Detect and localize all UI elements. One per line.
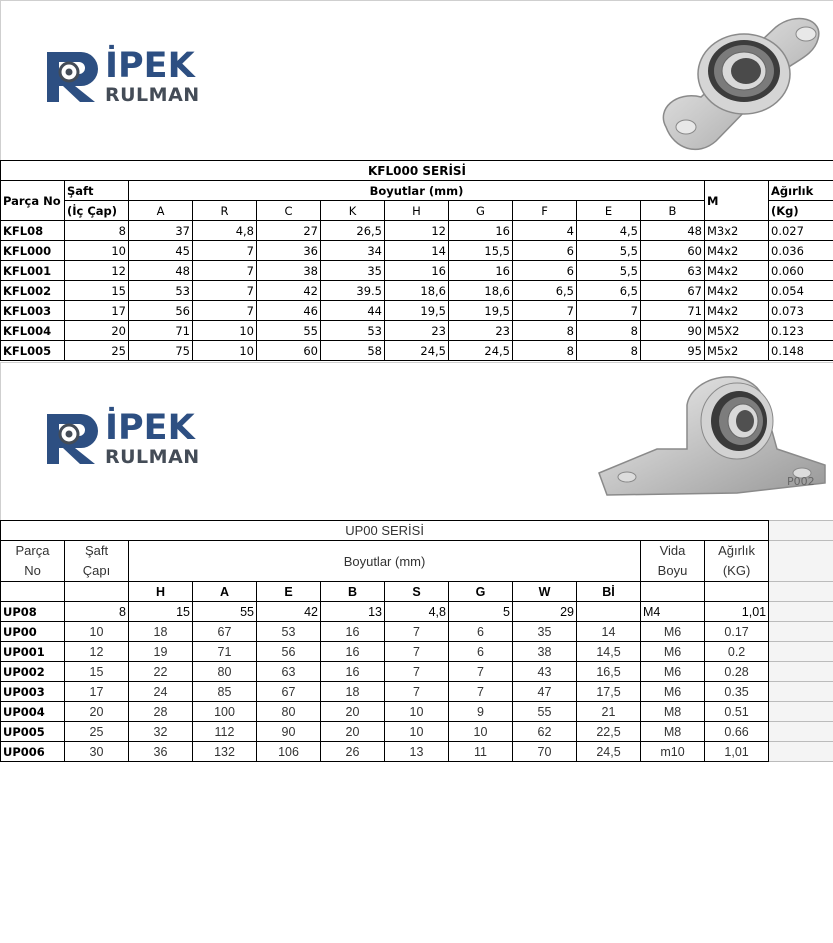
up-dim-value: 67 bbox=[193, 622, 257, 642]
table-row bbox=[1, 321, 833, 341]
up-blank-cell bbox=[769, 582, 833, 602]
kfl-dim-value: 19,5 bbox=[385, 301, 449, 321]
up-dim-value: 35 bbox=[513, 622, 577, 642]
up-dim-value: 38 bbox=[513, 642, 577, 662]
up-dim-col-header: Bİ bbox=[577, 582, 641, 602]
flange-bearing-photo bbox=[656, 9, 826, 154]
kfl-dim-value: 71 bbox=[641, 301, 705, 321]
up-screw-value: M6 bbox=[641, 642, 705, 662]
up-shaft-value: 17 bbox=[65, 682, 129, 702]
up-blank-cell bbox=[769, 622, 833, 642]
table-row bbox=[1, 722, 833, 742]
kfl-weight-value: 0.054 bbox=[769, 281, 833, 301]
up-dim-value: 16 bbox=[321, 662, 385, 682]
up-weight-value: 0.35 bbox=[705, 682, 769, 702]
up-dim-value: 20 bbox=[321, 702, 385, 722]
up-dim-value: 7 bbox=[449, 682, 513, 702]
kfl-dim-value: 48 bbox=[129, 261, 193, 281]
kfl-dim-value: 15,5 bbox=[449, 241, 513, 261]
up-dim-value: 112 bbox=[193, 722, 257, 742]
kfl-dim-value: 5,5 bbox=[577, 261, 641, 281]
up-dim-value: 70 bbox=[513, 742, 577, 762]
kfl-dim-value: 8 bbox=[577, 341, 641, 361]
ipek-rulman-logo bbox=[45, 46, 200, 106]
kfl-shaft-value: 17 bbox=[65, 301, 129, 321]
kfl-shaft-value: 8 bbox=[65, 221, 129, 241]
rulman-r-logo-icon bbox=[45, 50, 103, 104]
kfl-dim-value: 7 bbox=[193, 241, 257, 261]
kfl-series-title: KFL000 SERİSİ bbox=[1, 161, 833, 181]
table-row bbox=[1, 682, 833, 702]
up-weight-value: 0.51 bbox=[705, 702, 769, 722]
up-empty-cell bbox=[641, 582, 705, 602]
table-row bbox=[1, 281, 833, 301]
kfl-banner bbox=[0, 0, 833, 160]
up-dim-col-header: B bbox=[321, 582, 385, 602]
kfl-dim-value: 6,5 bbox=[577, 281, 641, 301]
up-screw-value: M8 bbox=[641, 702, 705, 722]
kfl-dim-value: 5,5 bbox=[577, 241, 641, 261]
up-dim-value: 7 bbox=[385, 682, 449, 702]
up-dim-value: 19 bbox=[129, 642, 193, 662]
kfl-dim-value: 19,5 bbox=[449, 301, 513, 321]
kfl-dim-col-header: F bbox=[513, 201, 577, 221]
kfl-part-number: KFL003 bbox=[1, 301, 65, 321]
up-screw-value: m10 bbox=[641, 742, 705, 762]
table-row bbox=[1, 742, 833, 762]
up-weight-header bbox=[705, 541, 769, 582]
up-screw-value: M6 bbox=[641, 682, 705, 702]
up-screw-label-1: Vida bbox=[659, 543, 686, 558]
kfl-dim-col-header: B bbox=[641, 201, 705, 221]
up-dim-value: 32 bbox=[129, 722, 193, 742]
table-row bbox=[1, 261, 833, 281]
up-dim-value: 4,8 bbox=[385, 602, 449, 622]
kfl-dim-value: 24,5 bbox=[449, 341, 513, 361]
kfl-dim-value: 7 bbox=[193, 261, 257, 281]
kfl-dim-value: 45 bbox=[129, 241, 193, 261]
kfl-dim-value: 18,6 bbox=[449, 281, 513, 301]
kfl-dim-value: 8 bbox=[513, 321, 577, 341]
kfl-m-value: M5X2 bbox=[705, 321, 769, 341]
kfl-dim-col-header: A bbox=[129, 201, 193, 221]
table-row bbox=[1, 221, 833, 241]
kfl-weight-value: 0.036 bbox=[769, 241, 833, 261]
up-dim-value: 10 bbox=[385, 702, 449, 722]
table-row bbox=[1, 642, 833, 662]
up-shaft-value: 20 bbox=[65, 702, 129, 722]
up-dim-value: 16 bbox=[321, 642, 385, 662]
kfl-dim-col-header: H bbox=[385, 201, 449, 221]
up-dim-value: 14,5 bbox=[577, 642, 641, 662]
up-part-number: UP08 bbox=[1, 602, 65, 622]
up-dim-value: 20 bbox=[321, 722, 385, 742]
up-blank-cell bbox=[769, 702, 833, 722]
up-part-number: UP00 bbox=[1, 622, 65, 642]
kfl-dim-value: 23 bbox=[385, 321, 449, 341]
up-weight-value: 0.2 bbox=[705, 642, 769, 662]
up-shaft-label-2: Çapı bbox=[82, 563, 111, 578]
up-series-title: UP00 SERİSİ bbox=[1, 521, 769, 541]
up-dim-value: 14 bbox=[577, 622, 641, 642]
rulman-r-logo-icon bbox=[45, 412, 103, 466]
kfl-weight-value: 0.148 bbox=[769, 341, 833, 361]
up-blank-cell bbox=[769, 662, 833, 682]
up-screw-value: M6 bbox=[641, 622, 705, 642]
kfl-dim-value: 10 bbox=[193, 321, 257, 341]
kfl-dim-value: 10 bbox=[193, 341, 257, 361]
kfl-dim-col-header: R bbox=[193, 201, 257, 221]
table-row bbox=[1, 341, 833, 361]
up-dim-value bbox=[577, 602, 641, 622]
up-shaft-header bbox=[65, 541, 129, 582]
up-blank-cell bbox=[769, 521, 833, 541]
kfl-dim-value: 55 bbox=[257, 321, 321, 341]
up-dim-col-header: W bbox=[513, 582, 577, 602]
up-dim-col-header: H bbox=[129, 582, 193, 602]
logo-brand-sub: RULMAN bbox=[105, 84, 200, 106]
up-shaft-label-1: Şaft bbox=[84, 543, 109, 558]
kfl-dim-value: 7 bbox=[513, 301, 577, 321]
kfl-dim-value: 16 bbox=[385, 261, 449, 281]
up-dim-value: 56 bbox=[257, 642, 321, 662]
up-dim-value: 24 bbox=[129, 682, 193, 702]
kfl-part-no-header: Parça No bbox=[1, 181, 65, 221]
up-dim-value: 11 bbox=[449, 742, 513, 762]
up-dimensions-header: Boyutlar (mm) bbox=[129, 541, 641, 582]
kfl-dim-value: 60 bbox=[641, 241, 705, 261]
up-empty-cell bbox=[1, 582, 65, 602]
kfl-dim-col-header: G bbox=[449, 201, 513, 221]
kfl-part-number: KFL08 bbox=[1, 221, 65, 241]
up-blank-cell bbox=[769, 722, 833, 742]
kfl-dim-value: 6,5 bbox=[513, 281, 577, 301]
up-empty-cell bbox=[705, 582, 769, 602]
logo-brand-name: İPEK bbox=[105, 46, 195, 86]
up-blank-cell bbox=[769, 742, 833, 762]
up-weight-label-2: (KG) bbox=[722, 563, 751, 578]
kfl-dim-value: 12 bbox=[385, 221, 449, 241]
kfl-dim-value: 67 bbox=[641, 281, 705, 301]
kfl-dim-value: 36 bbox=[257, 241, 321, 261]
up-dim-value: 6 bbox=[449, 622, 513, 642]
up-dim-value: 15 bbox=[129, 602, 193, 622]
up-dim-value: 36 bbox=[129, 742, 193, 762]
kfl-shaft-value: 12 bbox=[65, 261, 129, 281]
up-blank-cell bbox=[769, 541, 833, 582]
kfl-dim-value: 7 bbox=[577, 301, 641, 321]
kfl-m-value: M5x2 bbox=[705, 341, 769, 361]
up-part-no-label-2: No bbox=[24, 563, 41, 578]
up-dim-value: 22,5 bbox=[577, 722, 641, 742]
kfl-dim-value: 90 bbox=[641, 321, 705, 341]
kfl-m-value: M4x2 bbox=[705, 241, 769, 261]
kfl-dim-value: 4,8 bbox=[193, 221, 257, 241]
up-shaft-value: 25 bbox=[65, 722, 129, 742]
kfl-dim-value: 23 bbox=[449, 321, 513, 341]
up-dim-value: 6 bbox=[449, 642, 513, 662]
up-dim-value: 53 bbox=[257, 622, 321, 642]
pillow-block-bearing-photo bbox=[597, 365, 829, 497]
up-weight-value: 0.28 bbox=[705, 662, 769, 682]
up-dim-col-header: A bbox=[193, 582, 257, 602]
kfl-dim-value: 8 bbox=[577, 321, 641, 341]
up-shaft-value: 10 bbox=[65, 622, 129, 642]
kfl-dim-col-header: E bbox=[577, 201, 641, 221]
table-row bbox=[1, 622, 833, 642]
up-dim-value: 22 bbox=[129, 662, 193, 682]
kfl-dim-value: 75 bbox=[129, 341, 193, 361]
up-screw-label-2: Boyu bbox=[657, 563, 688, 578]
up-dim-value: 16 bbox=[321, 622, 385, 642]
kfl-dim-value: 6 bbox=[513, 261, 577, 281]
kfl-shaft-value: 25 bbox=[65, 341, 129, 361]
up-dim-value: 18 bbox=[321, 682, 385, 702]
kfl-dim-col-header: C bbox=[257, 201, 321, 221]
kfl-dim-value: 24,5 bbox=[385, 341, 449, 361]
kfl-dim-value: 26,5 bbox=[321, 221, 385, 241]
logo-brand-name: İPEK bbox=[105, 408, 195, 448]
kfl-dim-value: 39.5 bbox=[321, 281, 385, 301]
kfl-shaft-value: 10 bbox=[65, 241, 129, 261]
up-dim-value: 80 bbox=[257, 702, 321, 722]
kfl-table-body bbox=[1, 221, 833, 361]
up-dim-value: 80 bbox=[193, 662, 257, 682]
up-dim-value: 63 bbox=[257, 662, 321, 682]
kfl-part-number: KFL000 bbox=[1, 241, 65, 261]
up-table-body bbox=[1, 602, 833, 762]
up-dim-value: 85 bbox=[193, 682, 257, 702]
pillow-block-stamp: P002 bbox=[787, 475, 815, 488]
up-dim-value: 10 bbox=[449, 722, 513, 742]
up-dim-value: 16,5 bbox=[577, 662, 641, 682]
kfl-m-value: M4x2 bbox=[705, 261, 769, 281]
up-dim-value: 55 bbox=[513, 702, 577, 722]
up-dim-value: 18 bbox=[129, 622, 193, 642]
up-dim-value: 7 bbox=[449, 662, 513, 682]
kfl-weight-value: 0.027 bbox=[769, 221, 833, 241]
kfl-m-value: M4x2 bbox=[705, 281, 769, 301]
up-blank-cell bbox=[769, 642, 833, 662]
kfl-dim-value: 71 bbox=[129, 321, 193, 341]
up-screw-header bbox=[641, 541, 705, 582]
kfl-weight-value: 0.060 bbox=[769, 261, 833, 281]
up-weight-label-1: Ağırlık bbox=[718, 543, 755, 558]
kfl-dim-value: 53 bbox=[129, 281, 193, 301]
kfl-dim-value: 53 bbox=[321, 321, 385, 341]
up-dim-value: 24,5 bbox=[577, 742, 641, 762]
up-banner bbox=[0, 362, 833, 520]
table-row bbox=[1, 301, 833, 321]
kfl-dim-value: 58 bbox=[321, 341, 385, 361]
up-dim-value: 47 bbox=[513, 682, 577, 702]
kfl-dim-value: 63 bbox=[641, 261, 705, 281]
kfl-weight-header: Ağırlık bbox=[769, 181, 833, 201]
kfl-dim-value: 37 bbox=[129, 221, 193, 241]
up-screw-value: M4 bbox=[641, 602, 705, 622]
up-empty-cell bbox=[65, 582, 129, 602]
kfl-dim-value: 34 bbox=[321, 241, 385, 261]
up-weight-value: 0.17 bbox=[705, 622, 769, 642]
kfl-shaft-subheader: (İç Çap) bbox=[65, 201, 129, 221]
kfl-shaft-header: Şaft bbox=[65, 181, 129, 201]
up-dim-value: 17,5 bbox=[577, 682, 641, 702]
kfl-dim-col-header: K bbox=[321, 201, 385, 221]
up-dim-value: 100 bbox=[193, 702, 257, 722]
up-dim-value: 55 bbox=[193, 602, 257, 622]
up-series-table bbox=[0, 520, 833, 762]
up-shaft-value: 12 bbox=[65, 642, 129, 662]
up-dim-value: 9 bbox=[449, 702, 513, 722]
table-row bbox=[1, 241, 833, 261]
up-dim-value: 26 bbox=[321, 742, 385, 762]
up-dim-value: 21 bbox=[577, 702, 641, 722]
kfl-dim-value: 46 bbox=[257, 301, 321, 321]
up-dim-value: 10 bbox=[385, 722, 449, 742]
kfl-dim-value: 14 bbox=[385, 241, 449, 261]
up-blank-cell bbox=[769, 682, 833, 702]
kfl-dim-value: 35 bbox=[321, 261, 385, 281]
up-dim-value: 29 bbox=[513, 602, 577, 622]
up-part-number: UP003 bbox=[1, 682, 65, 702]
kfl-part-number: KFL005 bbox=[1, 341, 65, 361]
up-part-number: UP005 bbox=[1, 722, 65, 742]
up-dim-value: 28 bbox=[129, 702, 193, 722]
kfl-dim-value: 8 bbox=[513, 341, 577, 361]
kfl-dim-value: 7 bbox=[193, 281, 257, 301]
kfl-dimensions-header: Boyutlar (mm) bbox=[129, 181, 705, 201]
up-shaft-value: 8 bbox=[65, 602, 129, 622]
up-dim-value: 42 bbox=[257, 602, 321, 622]
up-dim-value: 7 bbox=[385, 642, 449, 662]
table-row bbox=[1, 602, 833, 622]
up-part-number: UP006 bbox=[1, 742, 65, 762]
up-dim-value: 132 bbox=[193, 742, 257, 762]
up-dim-value: 7 bbox=[385, 622, 449, 642]
kfl-weight-subheader: (Kg) bbox=[769, 201, 833, 221]
kfl-dim-value: 38 bbox=[257, 261, 321, 281]
kfl-m-header: M bbox=[705, 181, 769, 221]
up-dim-value: 5 bbox=[449, 602, 513, 622]
table-row bbox=[1, 662, 833, 682]
up-dim-col-header: E bbox=[257, 582, 321, 602]
up-dim-value: 43 bbox=[513, 662, 577, 682]
up-dim-value: 13 bbox=[321, 602, 385, 622]
up-weight-value: 1,01 bbox=[705, 742, 769, 762]
up-weight-value: 0.66 bbox=[705, 722, 769, 742]
kfl-dim-value: 42 bbox=[257, 281, 321, 301]
up-part-no-header bbox=[1, 541, 65, 582]
kfl-dim-value: 4,5 bbox=[577, 221, 641, 241]
kfl-dim-value: 44 bbox=[321, 301, 385, 321]
up-dim-value: 71 bbox=[193, 642, 257, 662]
kfl-dim-value: 4 bbox=[513, 221, 577, 241]
up-part-number: UP002 bbox=[1, 662, 65, 682]
up-dim-value: 106 bbox=[257, 742, 321, 762]
kfl-dim-value: 56 bbox=[129, 301, 193, 321]
kfl-dim-value: 60 bbox=[257, 341, 321, 361]
up-part-number: UP004 bbox=[1, 702, 65, 722]
up-dim-col-header: S bbox=[385, 582, 449, 602]
kfl-dim-value: 7 bbox=[193, 301, 257, 321]
kfl-dim-value: 16 bbox=[449, 261, 513, 281]
up-dim-value: 62 bbox=[513, 722, 577, 742]
kfl-shaft-value: 15 bbox=[65, 281, 129, 301]
kfl-part-number: KFL004 bbox=[1, 321, 65, 341]
up-screw-value: M8 bbox=[641, 722, 705, 742]
kfl-weight-value: 0.123 bbox=[769, 321, 833, 341]
up-shaft-value: 30 bbox=[65, 742, 129, 762]
kfl-part-number: KFL002 bbox=[1, 281, 65, 301]
kfl-dim-value: 6 bbox=[513, 241, 577, 261]
kfl-dim-value: 16 bbox=[449, 221, 513, 241]
up-dim-col-header: G bbox=[449, 582, 513, 602]
ipek-rulman-logo bbox=[45, 408, 200, 468]
kfl-dim-value: 27 bbox=[257, 221, 321, 241]
kfl-series-table bbox=[0, 160, 833, 361]
kfl-dim-value: 18,6 bbox=[385, 281, 449, 301]
kfl-part-number: KFL001 bbox=[1, 261, 65, 281]
kfl-m-value: M3x2 bbox=[705, 221, 769, 241]
table-row bbox=[1, 702, 833, 722]
up-part-no-label-1: Parça bbox=[15, 543, 50, 558]
kfl-weight-value: 0.073 bbox=[769, 301, 833, 321]
logo-brand-sub: RULMAN bbox=[105, 446, 200, 468]
up-dim-value: 7 bbox=[385, 662, 449, 682]
up-blank-cell bbox=[769, 602, 833, 622]
up-weight-value: 1,01 bbox=[705, 602, 769, 622]
up-dim-value: 67 bbox=[257, 682, 321, 702]
kfl-shaft-value: 20 bbox=[65, 321, 129, 341]
up-part-number: UP001 bbox=[1, 642, 65, 662]
kfl-dim-value: 95 bbox=[641, 341, 705, 361]
kfl-m-value: M4x2 bbox=[705, 301, 769, 321]
up-shaft-value: 15 bbox=[65, 662, 129, 682]
kfl-dim-value: 48 bbox=[641, 221, 705, 241]
up-screw-value: M6 bbox=[641, 662, 705, 682]
up-dim-value: 90 bbox=[257, 722, 321, 742]
up-dim-value: 13 bbox=[385, 742, 449, 762]
